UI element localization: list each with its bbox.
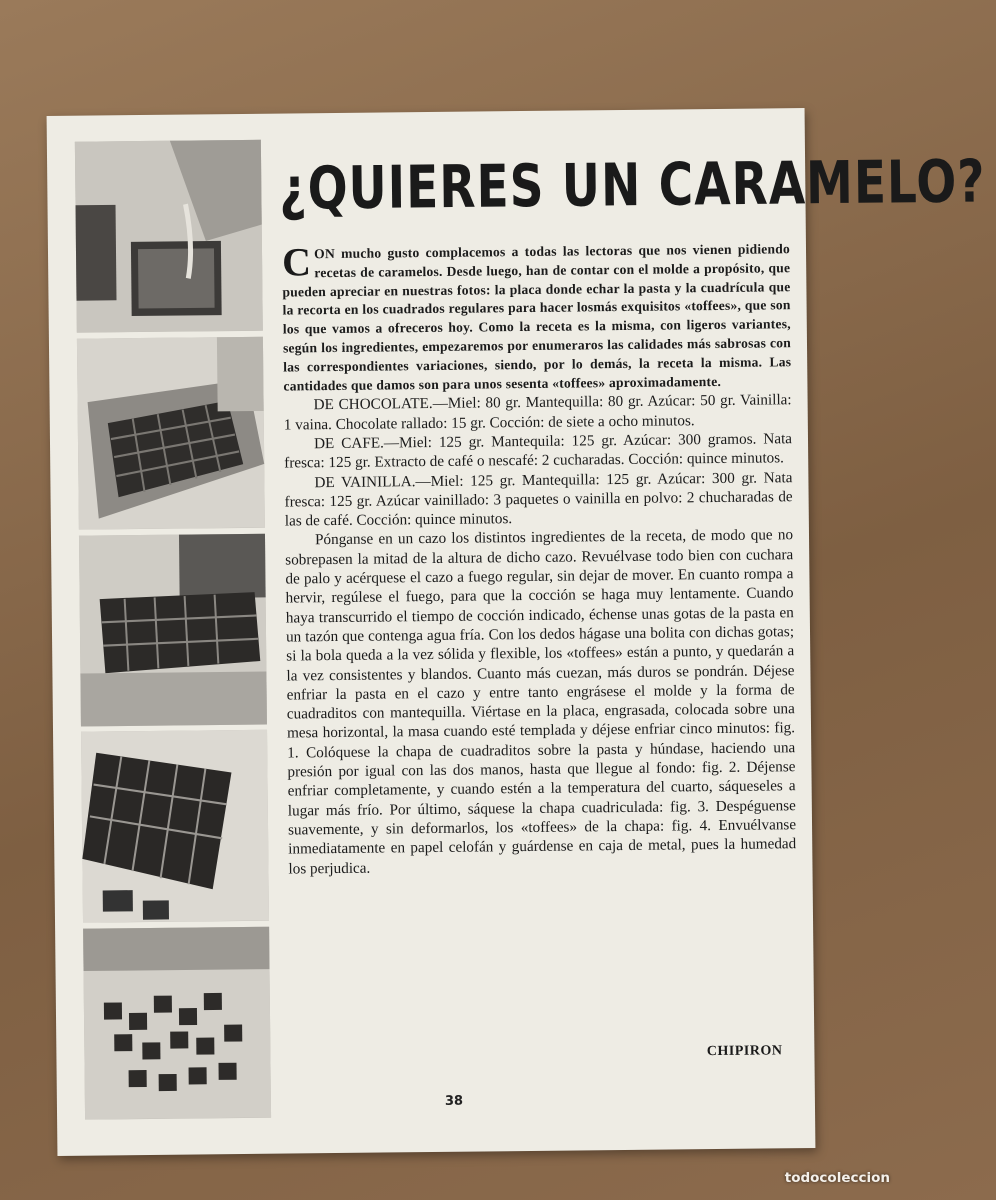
recipe-chocolate — [284, 391, 792, 435]
recipe-chocolate-heading: DE CHOCOLATE. — [313, 395, 433, 414]
recipe-vainilla — [284, 468, 793, 531]
photo-finished-toffees — [83, 927, 271, 1120]
article-title: ¿QUIERES UN CARAMELO? — [278, 147, 986, 224]
article-body — [282, 240, 797, 878]
recipe-cafe — [284, 429, 792, 473]
magazine-page — [47, 108, 986, 1156]
recipe-cafe-heading: DE CAFE. — [313, 434, 384, 453]
author-signature: CHIPIRON — [706, 1043, 783, 1060]
recipe-chocolate-text: —Miel: 80 gr. Mantequilla: 80 gr. Azúcar: 50 gr. Vainilla: 1 vaina. Chocolate rallado: 15 gr. Cocción: de siete a ocho minutos. — [283, 391, 792, 434]
recipe-cafe-text: —Miel: 125 gr. Mantequila: 125 gr. Azúcar: 300 gramos. Nata fresca: 125 gr. Extracto de café o nescafé: 2 cucharadas. Cocción: quince minutos. — [284, 430, 793, 472]
photo-strip — [75, 140, 271, 1120]
recipe-vainilla-text: —Miel: 125 gr. Mantequilla: 125 gr. Azúcar: 300 gr. Nata fresca: 125 gr. Azúcar vainillado: 3 paquetes o vainilla en polvo: 2 chucharadas de las de café. Cocción: quince minutos. — [284, 468, 793, 530]
watermark-logo: todocoleccion — [784, 1170, 890, 1186]
photo-pouring-paste — [75, 140, 263, 333]
recipe-vainilla-heading: DE VAINILLA. — [314, 472, 416, 491]
photo-grid-mold — [77, 337, 265, 530]
drop-cap: C — [281, 239, 312, 285]
photo-lifting-grid — [81, 730, 269, 923]
intro-text: ON mucho gusto complacemos a todas las lectoras que nos vienen pidiendo recetas de caramelos. Desde luego, han de contar con el molde a propósito, que pueden apreciar en nuestras fotos: la placa donde echar la pasta y la cuadrícula que la recorta en los cuadrados regulares para hacer losmás exquisitos «toffees», que son los que vamos a ofreceros hoy. Como la receta es la misma, con ligeros variantes, según los ingredientes, empezaremos por enumeraros las calidades más sabrosas con las correspondientes variaciones, siendo, por lo demás, la receta la misma. Las cantidades que damos son para unos sesenta «toffees» aproximadamente. — [282, 241, 792, 394]
page-number: 38 — [444, 1093, 464, 1109]
photo-pressing-grid — [79, 533, 267, 726]
intro-paragraph — [282, 240, 792, 396]
instructions-paragraph: Pónganse en un cazo los distintos ingredientes de la receta, de modo que no sobrepasen la mitad de la altura de dicho cazo. Revuélvase todo bien con cuchara de palo y acérquese el cazo a fuego regular, sin dejar de mover. En cuanto rompa a hervir, regúlese el fuego, para que la cocción se haga muy lentamente. Cuando haya transcurrido el tiempo de cocción indicado, échense unas gotas de la pasta en un tazón que contenga agua fría. Con los dedos hágase una bolita con dichas gotas; si la bola queda a la vez sólida y flexible, los «toffees» están a punto, y quedarán a la vez consistentes y blandos. Cuanto más cuezan, más duros se pondrán. Déjese enfriar la pasta en el cazo y entre tanto engrásese el molde y la forma de cuadraditos con mantequilla. Viértase en la placa, engrasada, colocada sobre una mesa horizontal, la masa cuando esté templada y déjese enfriar cinco minutos: fig. 1. Colóquese la chapa de cuadraditos sobre la pasta y húndase, haciendo una presión por igual con las dos manos, hasta que llegue al fondo: fig. 2. Déjense enfriar completamente, y cuando estén a la temperatura del cuarto, sáqueseles a lugar más frío. Por último, sáquese la chapa cuadriculada: fig. 3. Despéguense suavemente, y sin deformarlos, los «toffees» de la chapa: fig. 4. Envuélvanse inmediatamente en papel celofán y guárdense en caja de metal, pues la humedad los perjudica. — [285, 526, 797, 878]
